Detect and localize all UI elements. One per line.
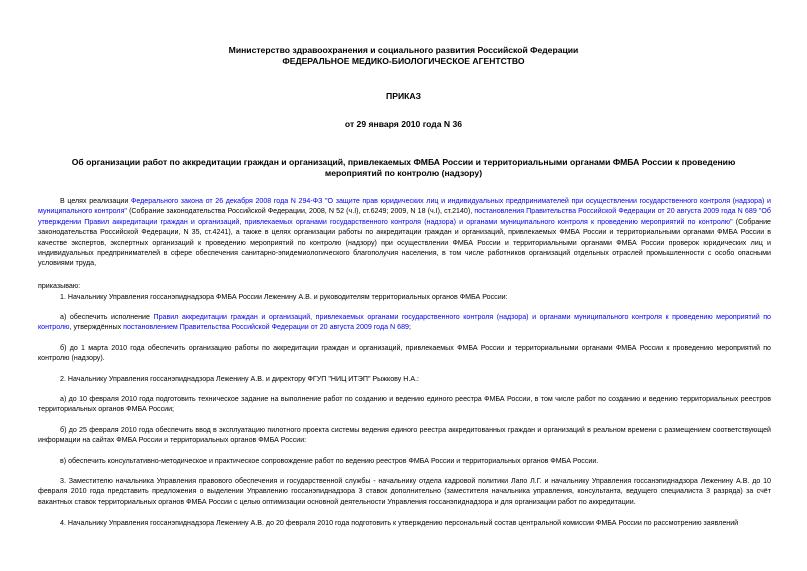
agency-name: ФЕДЕРАЛЬНОЕ МЕДИКО-БИОЛОГИЧЕСКОЕ АГЕНТСТВО — [282, 56, 525, 66]
item-1a-text-3: ; — [408, 323, 411, 332]
preamble-text-2: (Собрание законодательства Российской Федерации, 2008, N 52 (ч.I), ст.6249; 2009, N 18 (ч.I), ст.2140), — [126, 207, 475, 216]
accreditation-rules-link[interactable]: Правил аккредитации граждан и организаций, привлекаемых органами государственного контроля (надзора) и органами муниципального контроля к проведению мероприятий по контролю — [38, 313, 771, 332]
item-1a-text-1: а) обеспечить исполнение — [60, 313, 154, 321]
item-2c: в) обеспечить консультативно-методическое и практическое сопровождение работ по ведению реестров ФМБА России и территориальных органов ФМБА России. — [60, 457, 599, 465]
document-title-line-2: мероприятий по контролю (надзору) — [324, 168, 483, 178]
document-title-line-1: Об организации работ по аккредитации граждан и организаций, привлекаемых ФМБА России и территориальными органами ФМБА России к проведению — [71, 157, 736, 167]
item-1a-text-2: , утверждённых — [69, 323, 124, 332]
document-type: ПРИКАЗ — [386, 91, 421, 101]
government-resolution-689-link[interactable]: постановления Правительства Российской Федерации от 20 августа 2009 года N 689 "Об утверждении Правил аккредитации граждан и организаций, привлекаемых органами государственного контроля (надзора) и органами муниципального контроля к проведению мероприятий по контролю" — [38, 207, 771, 226]
item-2a: а) до 10 февраля 2010 года подготовить техническое задание на выполнение работ по созданию и ведению единого реестра ФМБА России, в том числе работ по созданию и ведению территориальных реестров территориальных органов ФМБА России; — [38, 395, 771, 414]
ministry-name: Министерство здравоохранения и социального развития Российской Федерации — [228, 45, 579, 55]
item-2b: б) до 25 февраля 2010 года обеспечить ввод в эксплуатацию пилотного проекта системы ведения единого реестра аккредитованных граждан и организаций в реальном времени с размещением соответствующей информации на сайтах ФМБА России и территориальных органов ФМБА России: — [38, 426, 771, 445]
preamble-text-1: В целях реализации — [60, 197, 131, 205]
federal-law-294-link[interactable]: Федерального закона от 26 декабря 2008 года N 294-ФЗ "О защите прав юридических лиц и индивидуальных предпринимателей при осуществлении государственного контроля (надзора) и муниципального контроля" — [38, 197, 771, 216]
preamble-paragraph — [38, 196, 771, 269]
item-3: 3. Заместителю начальника Управления правового обеспечения и государственной службы - начальнику отдела кадровой политики Лапо Л.Г. и начальнику Управления госсанэпиднадзора Леженину А.В. до 10 февраля 2010 года представить предложения о выделении Управлению госсанэпиднадзора 3 ставок дополнительно (заместителя начальника управления, консультанта, ведущего специалиста 3 разряда) за счёт вакантных ставок территориальных органов ФМБА России с целью оптимизации основной деятельности Управления госсанэпиднадзора и для организации работ по аккредитации. — [38, 477, 771, 506]
order-word: приказываю: — [38, 282, 81, 290]
item-2: 2. Начальнику Управления госсанэпиднадзора Леженину А.В. и директору ФГУП "НИЦ ИТЭП" Рыжкову Н.А.: — [60, 375, 420, 383]
item-4: 4. Начальнику Управления госсанэпиднадзора Леженину А.В. до 20 февраля 2010 года подготовить к утверждению персональный состав центральной комиссии ФМБА России по рассмотрению заявлений — [60, 519, 739, 527]
preamble-text-3: (Собрание законодательства Российской Федерации, N 35, ст.4241), а также в целях организации работы по аккредитации граждан и организаций, привлекаемых ФМБА России и территориальными органами ФМБА России в качестве экспертов, экспертных организаций к проведению мероприятий по контролю (надзору) при осуществлении ФМБА России и территориальными органами ФМБА России проверок юридических лиц и индивидуальных предпринимателей в сфере обеспечения санитарно-эпидемиологического благополучия населения, в том числе работников организаций отдельных отраслей промышленности с особо опасными условиями труда, — [38, 217, 771, 268]
resolution-689-link[interactable]: постановлением Правительства Российской Федерации от 20 августа 2009 года N 689 — [123, 323, 409, 332]
item-1: 1. Начальнику Управления госсанэпиднадзора ФМБА России Леженину А.В. и руководителям территориальных органов ФМБА России: — [60, 293, 508, 301]
document-date-number: от 29 января 2010 года N 36 — [344, 119, 463, 129]
item-1b: б) до 1 марта 2010 года обеспечить организацию работы по аккредитации граждан и организаций, привлекаемых ФМБА России и территориальными органами ФМБА России к проведению мероприятий по контролю (надзору). — [38, 344, 771, 363]
item-1a — [38, 312, 771, 333]
